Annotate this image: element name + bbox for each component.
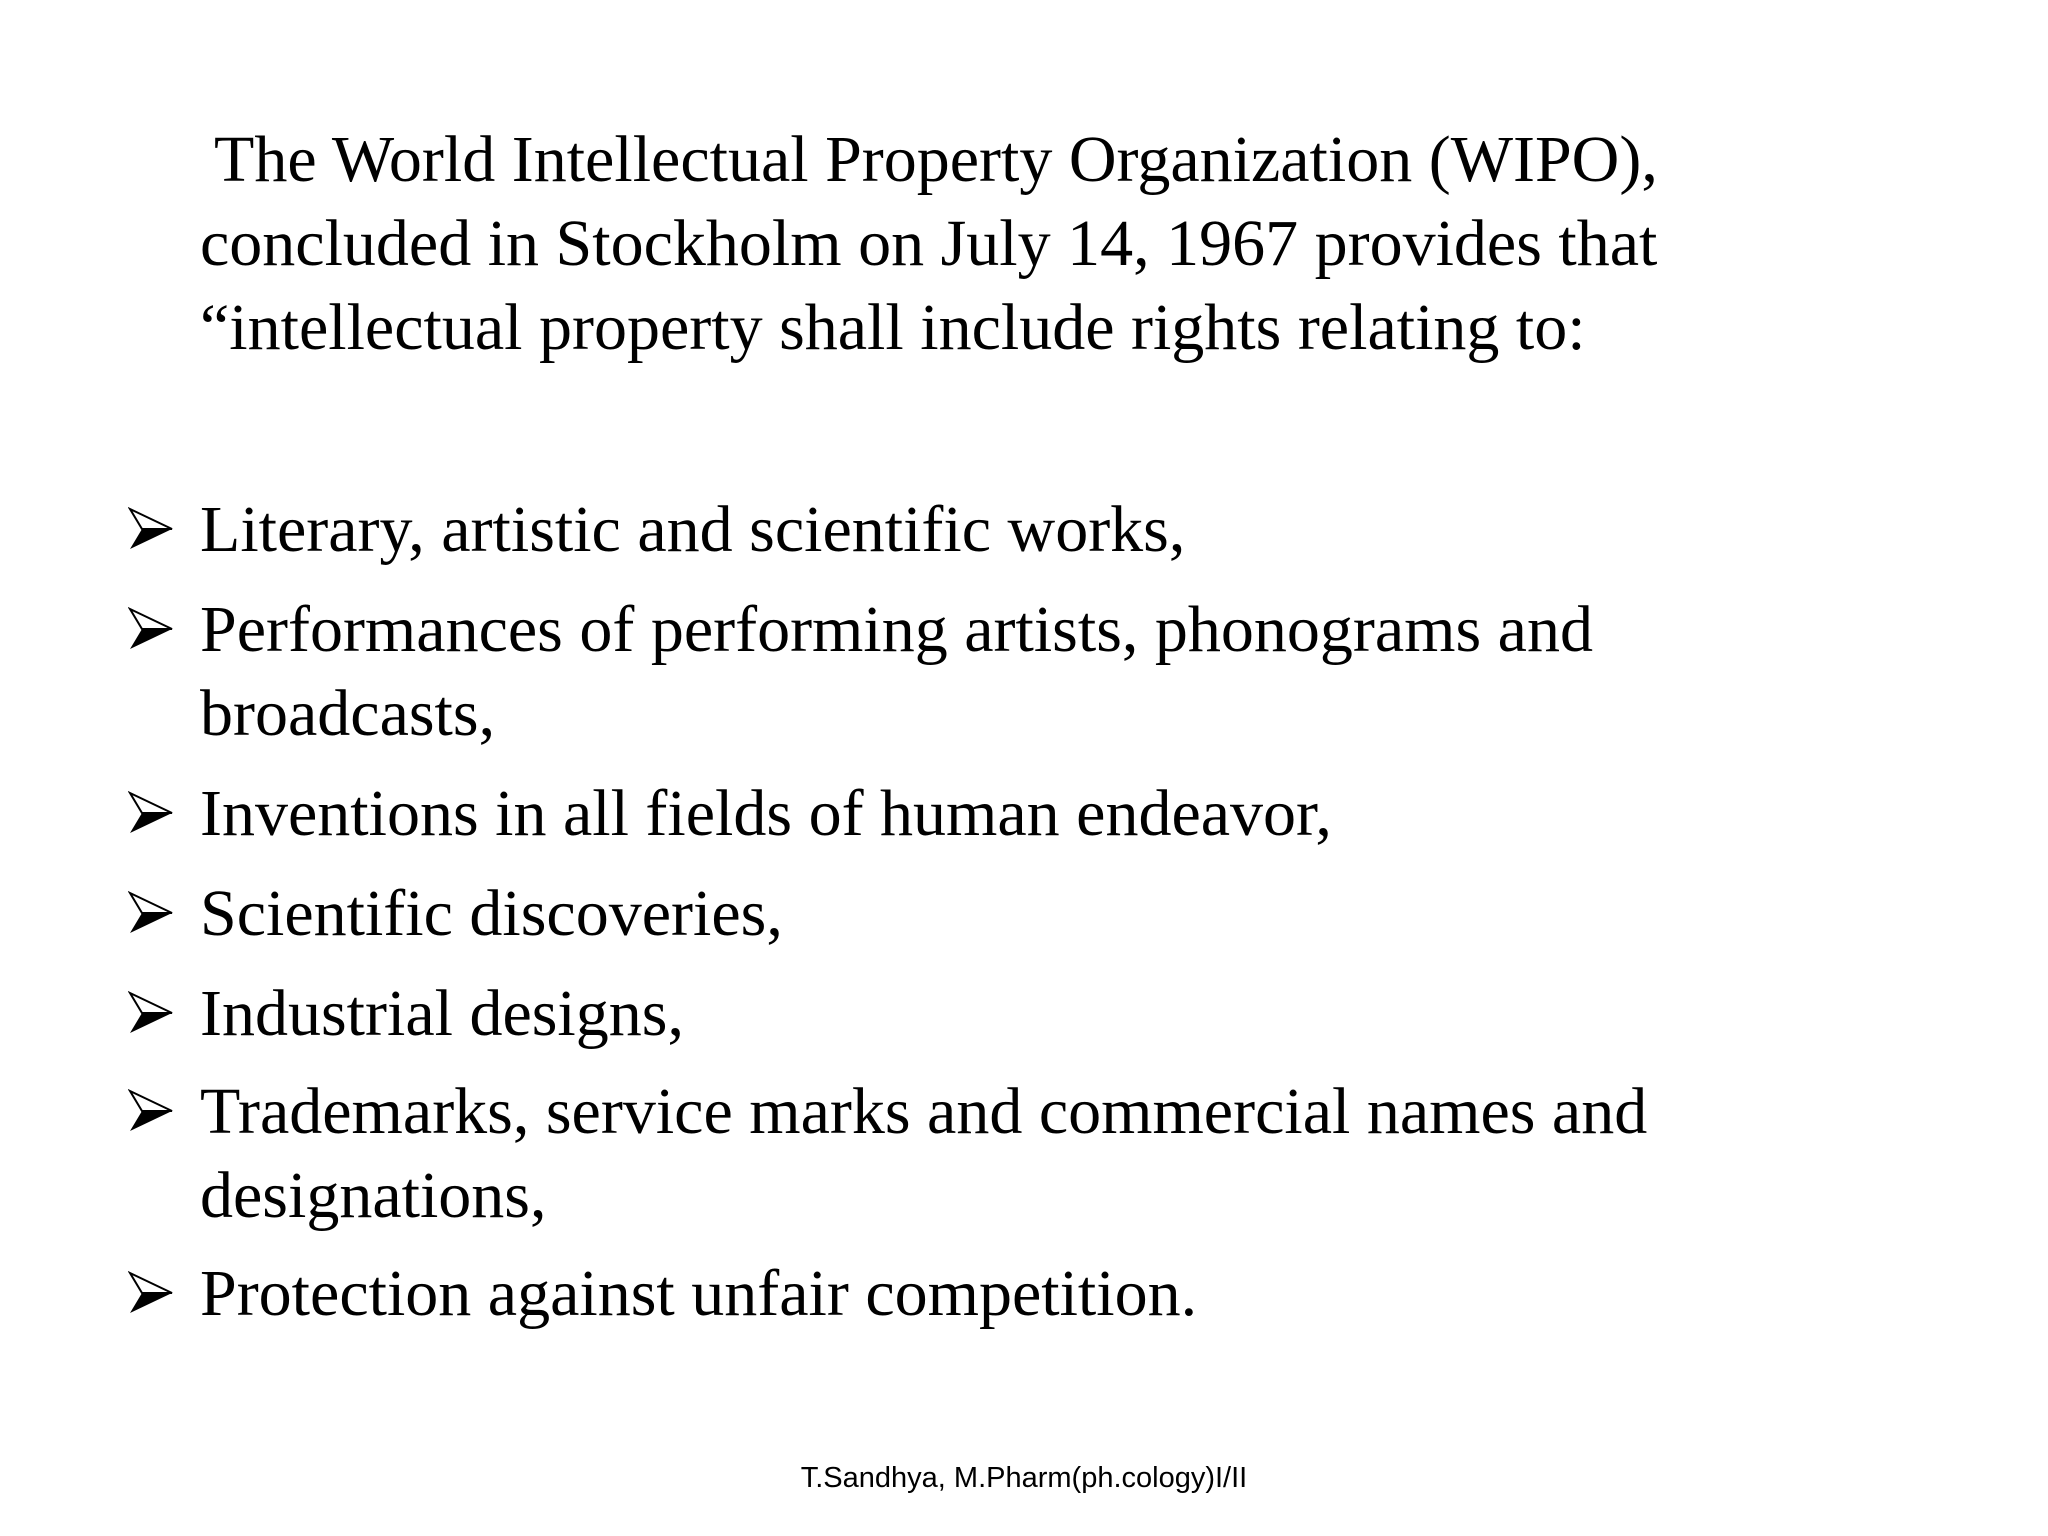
- arrowhead-bullet-icon: [128, 1270, 174, 1316]
- list-item-line: Scientific discoveries,: [200, 877, 783, 950]
- arrowhead-bullet-icon: [128, 890, 174, 936]
- intro-line: concluded in Stockholm on July 14, 1967 provides that: [200, 207, 1658, 280]
- arrowhead-bullet-icon: [128, 790, 174, 836]
- list-item-text: [200, 872, 783, 956]
- list-item-line: Performances of performing artists, phonograms and: [200, 593, 1593, 666]
- list-item-text: [200, 588, 1593, 756]
- list-item-line: Inventions in all fields of human endeavor,: [200, 777, 1332, 850]
- arrowhead-bullet-icon: [128, 606, 174, 652]
- list-item-line: Industrial designs,: [200, 977, 684, 1050]
- arrowhead-bullet-icon: [128, 1088, 174, 1134]
- list-item-text: [200, 972, 684, 1056]
- intro-paragraph: [200, 118, 1960, 370]
- slide-footer: T.Sandhya, M.Pharm(ph.cology)I/II: [800, 1462, 1248, 1494]
- list-item-line: Protection against unfair competition.: [200, 1257, 1198, 1330]
- arrowhead-bullet-icon: [128, 506, 174, 552]
- intro-line: “intellectual property shall include rights relating to:: [200, 291, 1586, 364]
- list-item-text: [200, 488, 1185, 572]
- list-item-line: Trademarks, service marks and commercial names and: [200, 1075, 1648, 1148]
- list-item-line: broadcasts,: [200, 677, 496, 750]
- list-item-text: [200, 1252, 1197, 1336]
- list-item-line: Literary, artistic and scientific works,: [200, 493, 1186, 566]
- arrowhead-bullet-icon: [128, 990, 174, 1036]
- intro-line: The World Intellectual Property Organization (WIPO),: [214, 123, 1658, 196]
- list-item-line: designations,: [200, 1159, 547, 1232]
- list-item-text: [200, 1070, 1647, 1238]
- list-item-text: [200, 772, 1332, 856]
